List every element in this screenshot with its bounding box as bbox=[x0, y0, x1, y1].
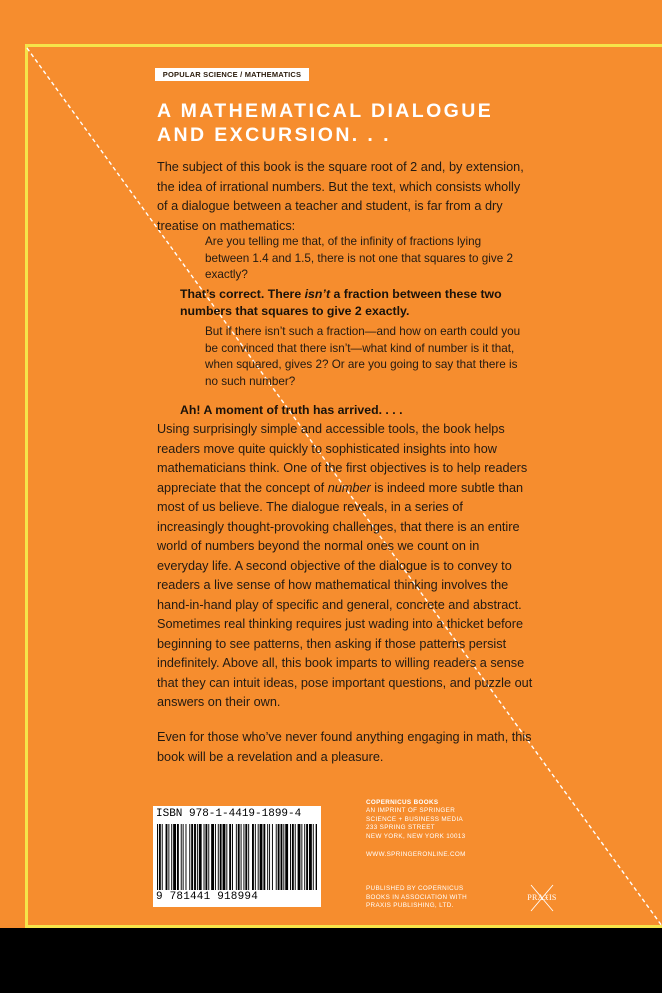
publisher-address bbox=[366, 807, 466, 841]
dialogue-question-2: But if there isn’t such a fraction—and how on earth could you be convinced that there isn’t—what kind of number is it that, when squared, gives 2? Or are you going to say that there is no such number? bbox=[205, 325, 521, 388]
barcode-bar bbox=[238, 824, 240, 890]
barcode-bar bbox=[229, 824, 231, 890]
barcode-bar bbox=[226, 824, 227, 890]
barcode-bar bbox=[189, 824, 190, 890]
barcode-bar bbox=[281, 824, 283, 890]
barcode-digits: 9 781441 918994 bbox=[156, 891, 259, 903]
barcode-bar bbox=[278, 824, 280, 890]
barcode-bar bbox=[181, 824, 182, 890]
barcode-bar bbox=[306, 824, 308, 890]
barcode-bar bbox=[304, 824, 305, 890]
barcode-bar bbox=[255, 824, 256, 890]
barcode-bar bbox=[263, 824, 265, 890]
barcode-bar bbox=[236, 824, 237, 890]
barcode-bar bbox=[177, 824, 179, 890]
barcode-bar bbox=[301, 824, 302, 890]
body-emphasis: number bbox=[327, 480, 371, 495]
barcode-bar bbox=[199, 824, 202, 890]
publisher-website: WWW.SPRINGERONLINE.COM bbox=[366, 851, 466, 858]
dialogue-answer-2: Ah! A moment of truth has arrived. . . . bbox=[180, 403, 403, 417]
barcode-bar bbox=[260, 824, 263, 890]
barcode-bar bbox=[166, 824, 168, 890]
barcode-bar bbox=[223, 824, 226, 890]
answer-1-start: That’s correct. There bbox=[180, 287, 305, 301]
barcode-bar bbox=[298, 824, 301, 890]
association-line: BOOKS IN ASSOCIATION WITH bbox=[366, 893, 467, 901]
barcode-bar bbox=[248, 824, 249, 890]
barcode-bar bbox=[292, 824, 294, 890]
barcode-bar bbox=[272, 824, 273, 890]
barcode-bar bbox=[258, 824, 259, 890]
barcode-bar bbox=[186, 824, 187, 890]
barcode-bar bbox=[183, 824, 184, 890]
body-paragraph bbox=[157, 420, 533, 713]
dialogue-question-1: Are you telling me that, of the infinity of fractions lying between 1.4 and 1.5, there is not one that squares to give 2 exactly? bbox=[205, 235, 513, 281]
praxis-logo-text: PRA𝔛IS bbox=[527, 893, 557, 902]
barcode-bar bbox=[285, 824, 288, 890]
category-tag: POPULAR SCIENCE / MATHEMATICS bbox=[155, 68, 309, 81]
barcode-bar bbox=[245, 824, 247, 890]
body-start: Using surprisingly simple and accessible tools, the book helps readers move quite quickly to sophisticated insights into how mathematicians think. One of the first objectives is to help readers appreciate that the concept of bbox=[157, 422, 528, 495]
body-end: is indeed more subtle than most of us believe. The dialogue reveals, in a series of increasingly thought-provoking challenges, that there is an entire world of numbers beyond the normal ones we count on in everyday life. A second objective of the dialogue is to convey to readers a live sense of how mathematical thinking involves the hand-in-hand play of specific and general, concrete and abstract. Sometimes real thinking requires just wading into a thicket before beginning to see patterns, then asking if those patterns persist indefinitely. Above all, this book imparts to willing readers a sense that they can intuit ideas, pose important questions, and puzzle out answers on their own. bbox=[157, 480, 533, 709]
headline bbox=[157, 99, 597, 147]
barcode-bar bbox=[162, 824, 163, 890]
barcode-bar bbox=[159, 824, 161, 890]
barcode-bar bbox=[232, 824, 233, 890]
barcode bbox=[153, 806, 321, 907]
barcode-bar bbox=[215, 824, 216, 890]
barcode-bar bbox=[194, 824, 196, 890]
barcode-bar bbox=[191, 824, 193, 890]
barcode-bars bbox=[157, 824, 317, 890]
publisher-association bbox=[366, 885, 467, 911]
isbn-label: ISBN 978-1-4419-1899-4 bbox=[156, 808, 302, 820]
answer-1-end: a fraction between these two numbers that squares to give 2 exactly. bbox=[180, 287, 502, 318]
publisher-address-line: NEW YORK, NEW YORK 10013 bbox=[366, 832, 466, 840]
barcode-bar bbox=[295, 824, 296, 890]
publisher-address-line: 233 SPRING STREET bbox=[366, 824, 435, 831]
headline-line-1: A MATHEMATICAL DIALOGUE bbox=[157, 100, 494, 122]
publisher-address-line: SCIENCE + BUSINESS MEDIA bbox=[366, 815, 464, 823]
barcode-bar bbox=[197, 824, 198, 890]
barcode-bar bbox=[290, 824, 291, 890]
barcode-bar bbox=[168, 824, 169, 890]
barcode-bar bbox=[243, 824, 244, 890]
barcode-bar bbox=[204, 824, 205, 890]
barcode-bar bbox=[211, 824, 214, 890]
barcode-bar bbox=[276, 824, 277, 890]
publisher-name: COPERNICUS BOOKS bbox=[366, 799, 439, 806]
barcode-bar bbox=[171, 824, 172, 890]
dialogue-answer-1 bbox=[180, 286, 540, 320]
barcode-bar bbox=[267, 824, 268, 890]
barcode-bar bbox=[157, 824, 158, 890]
barcode-bar bbox=[220, 824, 222, 890]
barcode-bar bbox=[316, 824, 317, 890]
barcode-bar bbox=[241, 824, 242, 890]
closing-paragraph: Even for those who’ve never found anything engaging in math, this book will be a revelation and a pleasure. bbox=[157, 730, 532, 764]
association-line: PRAXIS PUBLISHING, LTD. bbox=[366, 902, 454, 909]
intro-paragraph: The subject of this book is the square root of 2 and, by extension, the idea of irrational numbers. But the text, which consists wholly of a dialogue between a teacher and student, is far from a dry treatise on mathematics: bbox=[157, 160, 524, 233]
barcode-bar bbox=[283, 824, 284, 890]
barcode-bar bbox=[205, 824, 207, 890]
barcode-bar bbox=[269, 824, 270, 890]
barcode-bar bbox=[218, 824, 219, 890]
association-line: PUBLISHED BY COPERNICUS bbox=[366, 885, 464, 892]
barcode-bar bbox=[252, 824, 254, 890]
answer-1-emphasis: isn’t bbox=[304, 287, 331, 301]
barcode-bar bbox=[208, 824, 209, 890]
praxis-logo bbox=[521, 883, 563, 913]
barcode-bar bbox=[173, 824, 176, 890]
barcode-bar bbox=[313, 824, 314, 890]
publisher-address-line: AN IMPRINT OF SPRINGER bbox=[366, 807, 456, 814]
headline-line-2: AND EXCURSION. . . bbox=[157, 124, 391, 146]
barcode-bar bbox=[309, 824, 312, 890]
